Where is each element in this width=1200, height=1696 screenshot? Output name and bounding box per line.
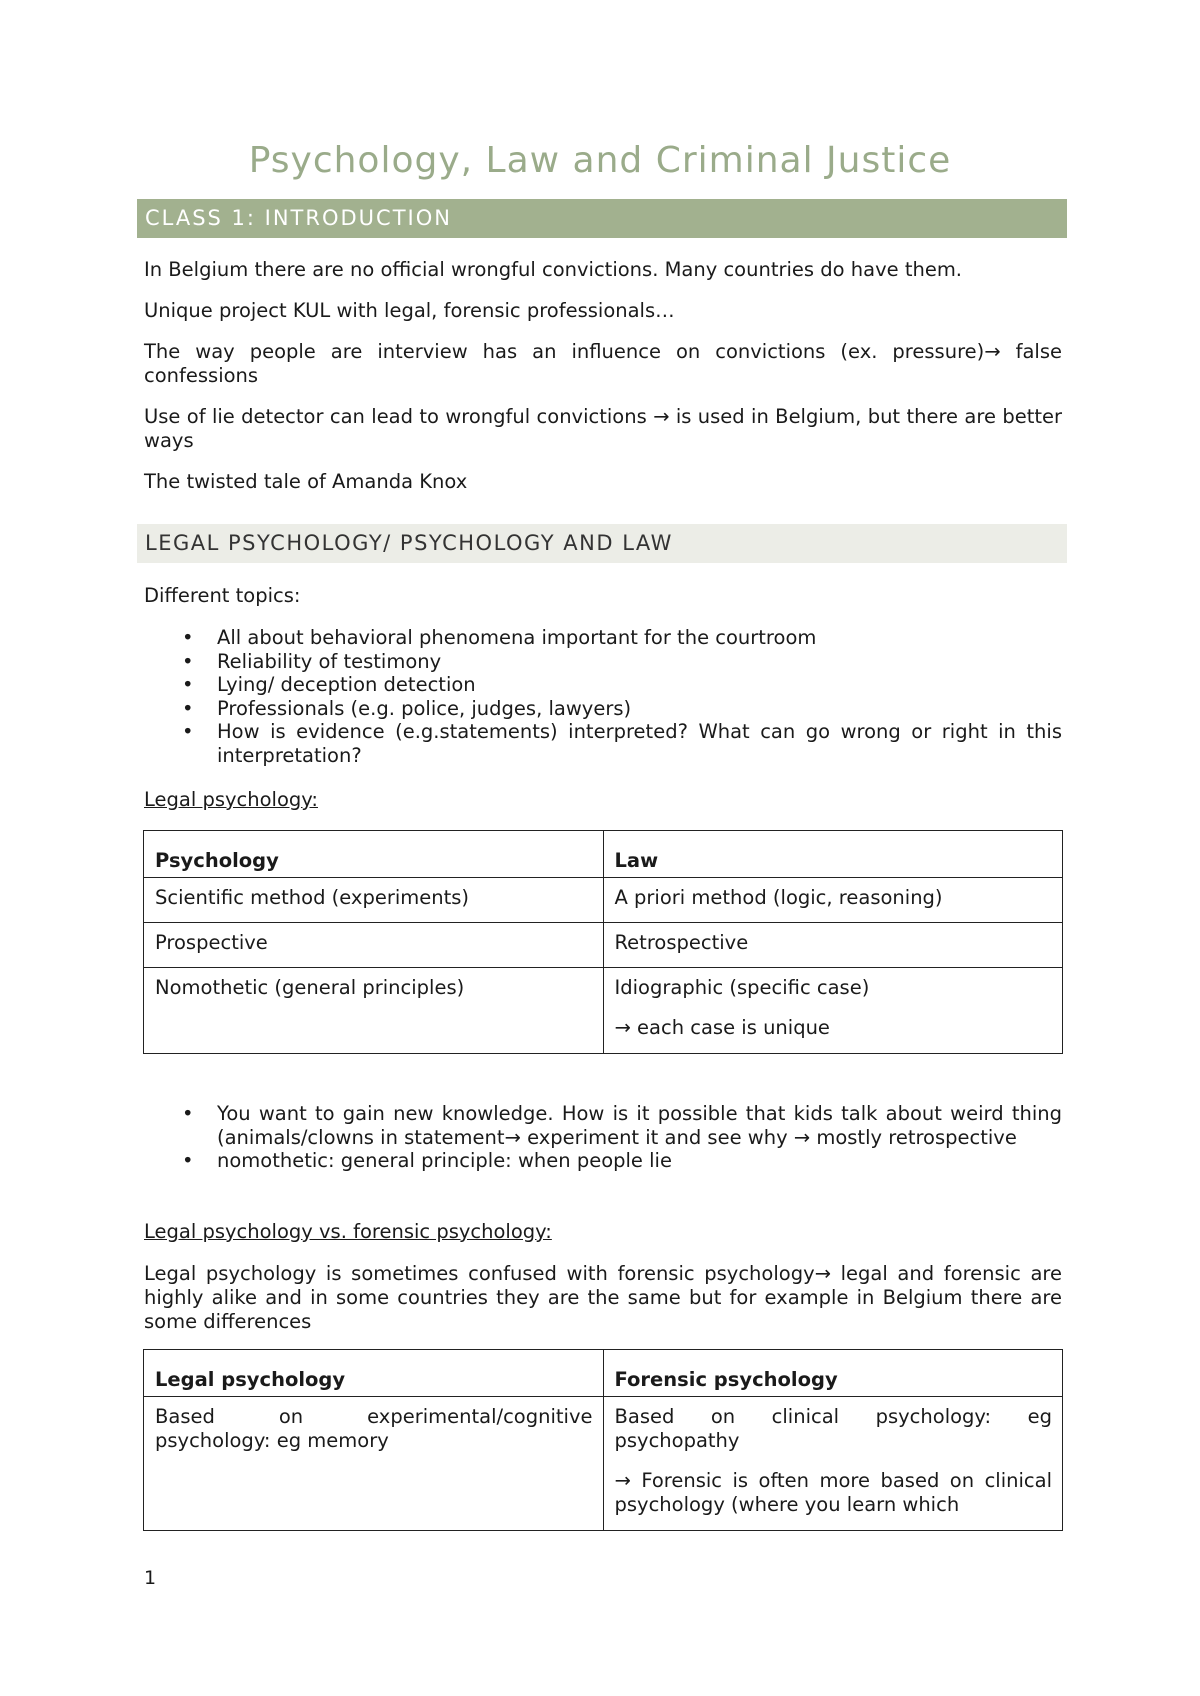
table-header-row	[144, 831, 1063, 878]
table-header-cell: Law	[603, 831, 1063, 878]
page-number: 1	[144, 1567, 157, 1589]
list-item: • All about behavioral phenomena important for the courtroom	[144, 626, 1062, 650]
list-item: • Reliability of testimony	[144, 650, 1062, 674]
topics-list	[144, 626, 1062, 767]
intro-paragraph-2: Unique project KUL with legal, forensic professionals…	[144, 299, 675, 322]
table-cell: Prospective	[144, 923, 604, 968]
table-notes-list	[144, 1102, 1062, 1173]
legal-psychology-heading: Legal psychology:	[144, 788, 318, 811]
table-cell-clip	[615, 1405, 1053, 1530]
list-item: • Lying/ deception detection	[144, 673, 1062, 697]
table-cell-text: Based on clinical psychology: eg psychopathy	[614, 1405, 1052, 1452]
table-header-cell: Psychology	[144, 831, 604, 878]
legal-vs-forensic-heading: Legal psychology vs. forensic psychology:	[144, 1220, 552, 1243]
table-cell-text: Idiographic (specific case)	[614, 976, 870, 999]
intro-paragraph-1: In Belgium there are no official wrongful convictions. Many countries do have them.	[144, 258, 963, 281]
table-row	[144, 923, 1063, 968]
document-title: Psychology, Law and Criminal Justice	[248, 140, 952, 181]
intro-paragraph-5: The twisted tale of Amanda Knox	[144, 470, 468, 493]
table-cell: Scientific method (experiments)	[144, 878, 604, 923]
table-cell	[603, 968, 1063, 1054]
table-row	[144, 1397, 1063, 1531]
table-cell: Based on experimental/cognitive psychology: eg memory	[144, 1397, 604, 1531]
legal-vs-forensic-paragraph: Legal psychology is sometimes confused with forensic psychology→ legal and forensic are highly alike and in some countries they are the same but for example in Belgium there are some differences	[144, 1262, 1062, 1333]
table-cell: Nomothetic (general principles)	[144, 968, 604, 1054]
table-header-row	[144, 1350, 1063, 1397]
legal-forensic-table	[143, 1349, 1063, 1531]
table-cell-note: → Forensic is often more based on clinical psychology (where you learn which	[614, 1469, 1052, 1516]
section-heading-class1: CLASS 1: INTRODUCTION	[137, 199, 1067, 238]
intro-paragraph-4: Use of lie detector can lead to wrongful convictions → is used in Belgium, but there are better ways	[144, 405, 1062, 452]
table-header-cell: Forensic psychology	[603, 1350, 1063, 1397]
table-cell: Retrospective	[603, 923, 1063, 968]
table-header-cell: Legal psychology	[144, 1350, 604, 1397]
list-item: • How is evidence (e.g.statements) interpreted? What can go wrong or right in this interpretation?	[144, 720, 1062, 767]
table-cell: A priori method (logic, reasoning)	[603, 878, 1063, 923]
table-row	[144, 968, 1063, 1054]
list-item: • nomothetic: general principle: when people lie	[144, 1149, 1062, 1173]
psychology-law-table	[143, 830, 1063, 1054]
table-cell-note: → each case is unique	[614, 1016, 830, 1039]
list-item: • You want to gain new knowledge. How is it possible that kids talk about weird thing (animals/clowns in statement→ experiment it and see why → mostly retrospective	[144, 1102, 1062, 1149]
section-heading-legal-psychology: LEGAL PSYCHOLOGY/ PSYCHOLOGY AND LAW	[137, 524, 1067, 563]
table-row	[144, 878, 1063, 923]
table-cell	[603, 1397, 1063, 1531]
intro-paragraph-3: The way people are interview has an influence on convictions (ex. pressure)→ false confessions	[144, 340, 1062, 387]
list-item: • Professionals (e.g. police, judges, lawyers)	[144, 697, 1062, 721]
topics-lead: Different topics:	[144, 584, 301, 607]
